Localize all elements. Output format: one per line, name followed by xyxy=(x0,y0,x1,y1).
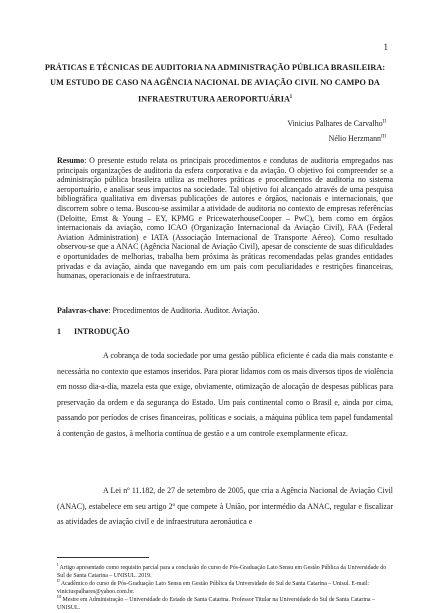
author-name: Vinicius Palhares de Carvalho xyxy=(287,119,383,128)
title-footnote-mark: I xyxy=(289,95,292,100)
section-number: 1 xyxy=(57,327,61,336)
author-footnote-mark: II xyxy=(382,119,386,125)
footnote-separator xyxy=(57,557,149,558)
author-1 xyxy=(287,119,386,128)
footnote-mark: III xyxy=(57,594,61,599)
paper-title xyxy=(40,60,390,107)
footnote-text: Acadêmico do curso de Pós-Graduação Lato Sensu em Gestão Pública da Universidade do Sul de Santa Catarina – Unisul. E-mail: viniciuspalhares@yahoo.com.br. xyxy=(57,580,370,595)
page-number: 1 xyxy=(383,42,388,52)
footnote xyxy=(57,593,393,612)
section-heading xyxy=(57,327,130,336)
abstract xyxy=(57,156,393,281)
keywords-label: Palavras-chave xyxy=(57,306,109,315)
footnote-text: Mestre em Administração – Universidade do Estado de Santa Catarina. Professor Titular na Universidade do Sul de Santa Catarina – UNISUL. xyxy=(57,596,375,611)
author-footnote-mark: III xyxy=(381,134,386,140)
body-paragraph: A Lei nº 11.182, de 27 de setembro de 2005, que cria a Agência Nacional de Aviação Civil (ANAC), estabelece em seu artigo 2º que compete à União, por intermédio da ANAC, regular e fiscalizar as atividades de aviação civil e de infraestrutura aeronáutica e xyxy=(57,486,393,527)
author-name: Nélio Herzmann xyxy=(328,134,381,143)
body-paragraph: A cobrança de toda sociedade por uma gestão pública eficiente é cada dia mais constante e necessária no contexto que estamos inseridos. Para piorar lidamos com os mais diversos tipos de violência em nosso dia-a-dia, mazela esta que exige, obviamente, otimização de alocação de despesas públicas para preservação da ordem e da segurança do Estado. Um país continental como o Brasil e, ainda por cima, passando por períodos de crises financeiras, políticas e sociais, a máquina pública tem papel fundamental à contenção de gastos, à melhoria contínua de gestão e a um controle exemplarmente eficaz. xyxy=(57,351,393,438)
footnote-mark: II xyxy=(57,578,60,583)
abstract-label: Resumo xyxy=(57,156,85,165)
footnote-text: Artigo apresentado como requisito parcial para a conclusão do curso de Pós-Graduação Lato Sensu em Gestão Pública da Universidade do Sul de Santa Catarina – UNISUL. 2019. xyxy=(57,564,387,579)
section-title: INTRODUÇÃO xyxy=(74,327,130,336)
title-text: PRÁTICAS E TÉCNICAS DE AUDITORIA NA ADMINISTRAÇÃO PÚBLICA BRASILEIRA: UM ESTUDO DE CASO NA AGÊNCIA NACIONAL DE AVIAÇÃO CIVIL NO CAMPO DA INFRAESTRUTURA AEROPORTUÁRIA xyxy=(44,63,386,104)
author-2 xyxy=(329,134,386,143)
keywords xyxy=(57,306,393,315)
abstract-text: : O presente estudo relata os principais procedimentos e condutas de auditoria empregados nas principais organizações de auditoria da esfera corporativa e da aviação. O objetivo foi compreender se a administração pública brasileira utiliza as melhores práticas e procedimentos de auditoria no sistema aeroportuário, e analisar seus impactos na sociedade. Tal objetivo foi alcançado através de uma pesquisa bibliográfica qualitativa em diversas publicações de autores e órgãos, nacionais e internacionais, que discorrem sobre o tema. Buscou-se assimilar a atividade de auditoria no contexto de empresas referências (Deloitte, Ernst & Young – EY, KPMG e PricewaterhouseCooper – PwC), bem como em órgãos internacionais da aviação, como ICAO (Organização Internacional da Aviação Civil), FAA (Federal Aviation Administration) e IATA (Associação Internacional de Transporte Aéreo). Como resultado observou-se que a ANAC (Agência Nacional de Aviação Civil), apesar de consciente de suas dificuldades e oportunidades de melhorias, trabalha bem próxima às práticas recomendadas pelas grandes entidades privadas e da aviação, ainda que navegando em um país com peculiaridades e restrições financeiras, humanas, operacionais e de infraestrutura. xyxy=(57,156,393,281)
keywords-text: : Procedimentos de Auditoria. Auditor. Aviação. xyxy=(108,306,260,315)
footnote-mark: I xyxy=(57,562,59,567)
